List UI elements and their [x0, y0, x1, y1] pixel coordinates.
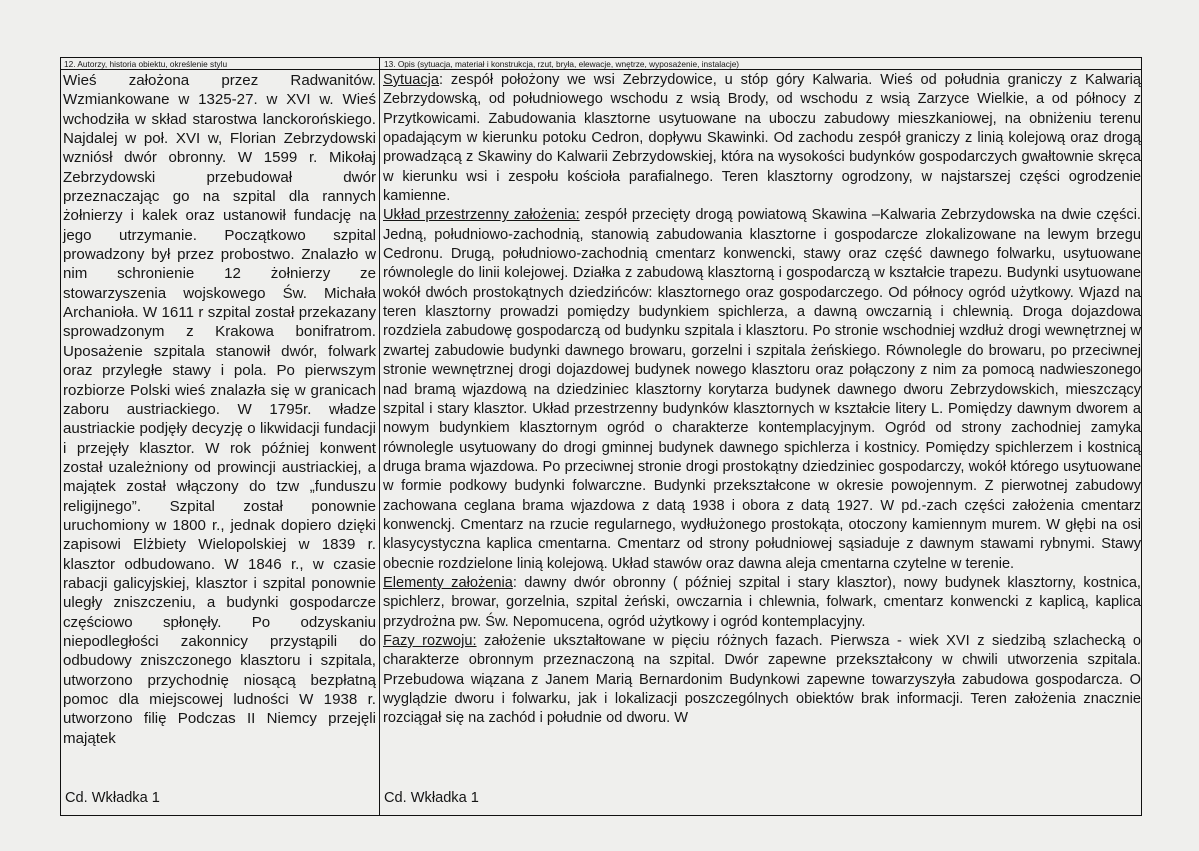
form-table — [60, 57, 1142, 816]
header-description: 13. Opis (sytuacja, materiał i konstrukcja, rzut, bryła, elewacje, wnętrze, wyposażenie, instalacje) — [384, 59, 740, 69]
section-heading: Układ przestrzenny założenia: — [383, 207, 580, 224]
section-elements — [383, 574, 1141, 632]
section-body: : dawny dwór obronny ( później szpital i stary klasztor), nowy budynek klasztorny, kostnica, spichlerz, browar, gorzelnia, szpital żeński, owczarnia i chlewnia, folwark, cmentarz konwencki z kaplicą, kaplica przydrożna pw. Św. Nepomucena, ogród użytkowy i ogród kontemplacyjny. — [383, 574, 1141, 630]
column-divider — [379, 58, 380, 815]
header-authors-history: 12. Autorzy, historia obiektu, określenie stylu — [64, 59, 228, 69]
section-body: : zespół położony we wsi Zebrzydowice, u stóp góry Kalwaria. Wieś od południa graniczy z Kalwarią Zebrzydowską, od południowego wschodu z wsią Brody, od wschodu z wsią Zarzyce Wielkie, a od północy z Przytkowicami. Zabudowania klasztorne usytuowane na uboczu zabudowy mieszkaniowej, na obniżeniu terenu opadającym w kierunku potoku Cedron, dopływu Skawinki. Od zachodu zespół graniczy z linią kolejową oraz drogą prowadzącą z Skawiny do Kalwarii Zebrzydowskiej, która na wysokości budynków gospodarczych gwałtownie skręca w kierunku wsi i zespołu kościoła parafialnego. Teren klasztorny ogrodzony, w najstarszej części ogrodzenie kamienne. — [383, 72, 1141, 205]
section-body: założenie ukształtowane w pięciu różnych fazach. Pierwsza - wiek XVI z siedzibą szlachecką o charakterze obronnym przeznaczoną na szpital. Dwór zapewne przekształcony w chwili utworzenia szpitala. Przebudowa wiązana z Janem Marią Bernardonim Budynkowi zapewne towarzyszyła zabudowa gospodarcza. O wyglądzie dworu i folwarku, jak i lokalizacji poszczególnych obiektów brak informacji. Teren założenia znacznie rozciągał się na zachód i południe od dworu. W — [383, 632, 1141, 727]
description-column — [383, 71, 1141, 729]
section-body: zespół przecięty drogą powiatową Skawina –Kalwaria Zebrzydowska na dwie części. Jedną, południowo-zachodnią, stanowią zabudowania klasztorne i gospodarcze zlokalizowane na lewym brzegu Cedronu. Drugą, południowo-zachodnią cmentarz konwencki, stawy oraz część dawnego folwarku, usytuowane równolegle do linii kolejowej. Działka z zabudową klasztorną i gospodarczą w kształcie trapezu. Budynki usytuowane wokół dwóch prostokątnych dziedzińców: klasztornego oraz gospodarczego. Od północy ogród użytkowy. Wjazd na teren klasztorny prowadzi pomiędzy budynkiem spichlerza, a dawną owczarnią i chlewnią. Droga dojazdowa rozdziela zabudowę gospodarczą od budynku szpitala i klasztoru. Po stronie wschodniej wzdłuż drogi wewnętrznej w zwartej zabudowie budynki dawnego browaru, gorzelni i szpitala żeńskiego. Równolegle do browaru, po przeciwnej stronie wewnętrznej drogi dojazdowej budynek nowego klasztoru oraz połączony z nim za pomocą nadwieszonego nad bramą wjazdową na dziedziniec klasztorny korytarza budynek dawnego dworu Zebrzydowskich, mieszczący szpital i stary klasztor. Układ przestrzenny budynków klasztornych w kształcie litery L. Pomiędzy dawnym dworem a nowym budynkiem klasztornym ogród o charakterze kontemplacyjnym. Ogród od strony zachodniej zamyka równolegle usytuowany do drogi gminnej budynek dawnego spichlerza i kostnicy. Pomiędzy spichlerzem i kostnicą druga brama wjazdowa. Po przeciwnej stronie drogi prostokątny dziedziniec gospodarczy, wokół którego usytuowane w formie podkowy budynki folwarczne. Budynki przekształcone w okresie powojennym. Z pierwotnej zabudowy zachowana ceglana brama wjazdowa z datą 1938 i obora z datą 1927. W pd.-zach części założenia cmentarz konwenckj. Cmentarz na rzucie regularnego, wydłużonego prostokąta, otoczony kamiennym murem. W głębi na osi klasycystyczna kaplica cmentarna. Cmentarz od strony południowej sąsiaduje z dawnym stawami rybnymi. Stawy obecnie rozdzielone linią kolejową. Układ stawów oraz dawna aleja cmentarna czytelne w terenie. — [383, 207, 1141, 572]
history-column — [63, 71, 376, 748]
section-heading: Fazy rozwoju: — [383, 632, 477, 649]
section-spatial-layout — [383, 206, 1141, 574]
description-continuation-note: Cd. Wkładka 1 — [384, 790, 479, 806]
header-divider — [61, 69, 1141, 70]
section-development-phases — [383, 632, 1141, 729]
history-text: Wieś założona przez Radwanitów. Wzmiankowane w 1325-27. w XVI w. Wieś wchodziła w skład starostwa lanckorońskiego. Najdalej w poł. XVI w, Florian Zebrzydowski wzniósł dwór obronny. W 1599 r. Mikołaj Zebrzydowski przebudował dwór przeznaczając go na szpital dla rannych żołnierzy i kalek oraz ustanowił fundację na jego utrzymanie. Początkowo szpital prowadzony był przez probostwo. Znalazło w nim schronienie 12 żołnierzy ze stowarzyszenia wojskowego Św. Michała Archanioła. W 1611 r szpital został przekazany sprowadzonym z Krakowa bonifratrom. Uposażenie szpitala stanowił dwór, folwark oraz przyległe stawy i pola. Po pierwszym rozbiorze Polski wieś znalazła się w granicach zaboru austriackiego. W 1795r. władze austriackie podjęły decyzję o likwidacji fundacji i przejęły klasztor. W rok później konwent został uzależniony od prowincji austriackiej, a majątek został włączony do tzw „funduszu religijnego”. Szpital został ponownie uruchomiony w 1800 r., jednak dopiero dzięki zapisowi Elżbiety Wielopolskiej w 1839 r. klasztor odbudowano. W 1846 r., w czasie rabacji galicyjskiej, klasztor i szpital ponownie uległy zniszczeniu, a budynki gospodarcze częściowo spłonęły. Po odzyskaniu niepodległości zakonnicy przystąpili do odbudowy zniszczonego klasztoru i szpitala, utworzono przychodnię niosącą bezpłatną pomoc dla miejscowej ludności W 1938 r. utworzono filię Podczas II Niemcy przejęli majątek — [63, 72, 376, 747]
section-situation — [383, 71, 1141, 206]
section-heading: Elementy założenia — [383, 574, 513, 591]
history-continuation-note: Cd. Wkładka 1 — [65, 790, 160, 806]
section-heading: Sytuacja — [383, 72, 439, 88]
